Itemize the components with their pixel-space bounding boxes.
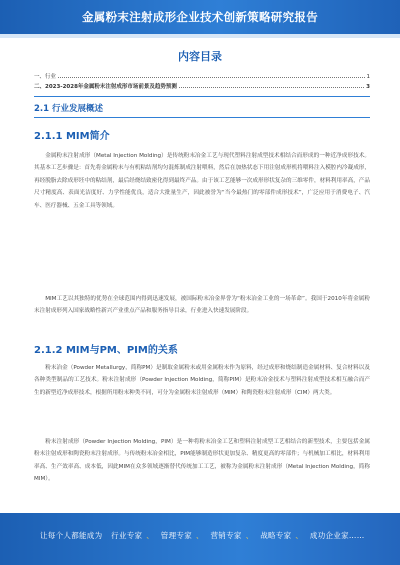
subsection-heading: 2.1.1 MIM简介 bbox=[34, 131, 110, 142]
toc-leader-dots bbox=[179, 87, 364, 88]
toc-entry-label: 二、2023-2028年金属粉末注射成形市场前景及趋势预测 bbox=[34, 84, 177, 90]
body-paragraph: 粉末冶金（Powder Metallurgy，简称PM）是制取金属粉末或用金属粉末作为原料，经过成形和烧结制造金属材料、复合材料以及各种类型制品的工艺技术。粉末注射成形（Powder Injection Molding，简称PIM）是粉末冶金技术与塑料注射成型技术相互融合而产生的新型近净成形技术，根据所用粉末种类不同，可分为金属粉末注射成形（MIM）和陶瓷粉末注射成形（CIM）两大类。 bbox=[34, 365, 370, 396]
footer-item: 管理专家 bbox=[160, 531, 192, 540]
footer-lead: 让每个人都能成为 bbox=[40, 531, 103, 540]
body-paragraph: MIM工艺以其独特的优势在全球范围内得到迅速发展，被国际粉末冶金界誉为“粉末冶金工业的一场革命”。我国于2010年将金属粉末注射成形列入国家战略性新兴产业重点产品和服务指导目录，行业进入快速发展阶段。 bbox=[34, 296, 370, 315]
section-divider bbox=[34, 117, 370, 118]
toc-entry-page: 3 bbox=[366, 84, 370, 90]
footer-item: 战略专家 bbox=[260, 531, 292, 540]
report-title: 金属粉末注射成形企业技术创新策略研究报告 bbox=[82, 10, 318, 24]
body-paragraph: 粉末注射成形（Powder Injection Molding，PIM）是一种将粉末冶金工艺和塑料注射成型工艺相结合的新型技术，主要包括金属粉末注射成形和陶瓷粉末注射成形。与传统粉末冶金相比，PIM能够制造形状更加复杂、精度更高的零部件；与机械加工相比，材料利用率高、生产效率高、成本低，因此MIM在众多领域逐渐替代传统加工工艺，被称为金属粉末注射成形（Metal Injection Molding，简称MIM）。 bbox=[34, 439, 370, 483]
toc-entry-page: 1 bbox=[366, 74, 370, 80]
toc-entry-label: 一、行业 bbox=[34, 74, 57, 80]
toc-entry[interactable] bbox=[34, 72, 370, 82]
toc-entry[interactable] bbox=[34, 82, 370, 92]
footer-item: 营销专家 bbox=[210, 531, 242, 540]
footer-slogan: 让每个人都能成为 行业专家 、 管理专家 、 营销专家 、 战略专家 、 成功企业家…… bbox=[40, 531, 365, 540]
section-heading: 2.1 行业发展概述 bbox=[34, 104, 104, 114]
table-of-contents bbox=[34, 72, 370, 92]
footer-item: 成功企业家…… bbox=[309, 531, 365, 540]
footer-item: 行业专家 bbox=[111, 531, 143, 540]
toc-leader-dots bbox=[58, 77, 364, 78]
section-divider bbox=[34, 96, 370, 97]
subsection-heading: 2.1.2 MIM与PM、PIM的关系 bbox=[34, 345, 178, 356]
body-paragraph: 金属粉末注射成形（Metal Injection Molding）是传统粉末冶金工艺与现代塑料注射成型技术相结合而形成的一种近净成形技术。其基本工艺步骤是：首先将金属粉末与有机粘结剂均匀混炼制成注射喂料，然后在加热状态下用注射成形机将喂料注入模腔内冷凝成形，再经脱脂去除成形坯中的粘结剂，最后经烧结致密化得到最终产品。由于该工艺能够一次成形形状复杂的三维零件，材料利用率高，产品尺寸精度高、表面光洁度好、力学性能优良，适合大批量生产，因此被誉为“当今最热门的零部件成形技术”，广泛应用于消费电子、汽车、医疗器械、五金工具等领域。 bbox=[34, 153, 370, 209]
toc-title: 内容目录 bbox=[178, 50, 222, 63]
